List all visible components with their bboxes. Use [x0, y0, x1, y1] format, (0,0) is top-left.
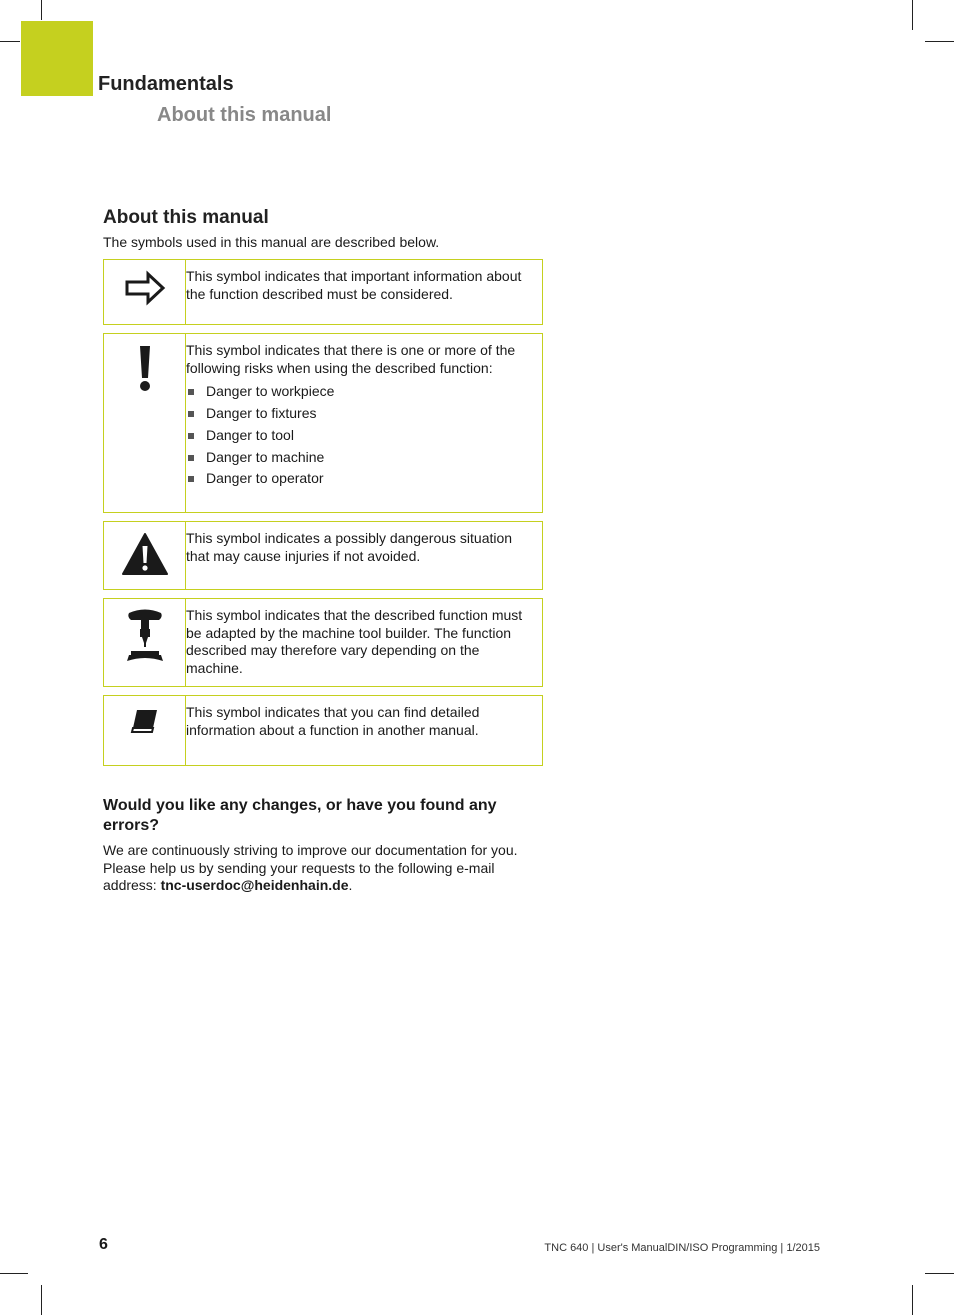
machine-tool-icon — [125, 609, 165, 670]
symbol-box-reference — [103, 695, 543, 766]
list-item: Danger to workpiece — [186, 381, 532, 403]
arrow-right-outline-icon — [124, 270, 166, 311]
list-item: Danger to machine — [186, 447, 532, 469]
crop-mark — [41, 1285, 42, 1315]
chapter-color-block — [21, 21, 93, 96]
symbol-cell — [104, 599, 186, 686]
crop-mark — [0, 41, 20, 42]
feedback-text — [103, 842, 543, 895]
chapter-title: Fundamentals — [98, 73, 234, 95]
list-item: Danger to operator — [186, 468, 532, 490]
exclamation-icon — [138, 346, 152, 397]
symbol-box-note — [103, 259, 543, 325]
symbol-cell — [104, 522, 186, 589]
symbol-text: This symbol indicates a possibly dangerous situation that may cause injuries if not avoided. — [186, 530, 513, 564]
section-subtitle: About this manual — [157, 104, 332, 126]
page-number: 6 — [99, 1236, 108, 1253]
symbol-description — [186, 696, 542, 765]
crop-mark — [912, 0, 913, 30]
symbol-description — [186, 334, 542, 512]
feedback-end: . — [348, 877, 353, 894]
symbol-description — [186, 522, 542, 589]
intro-text: The symbols used in this manual are described below. — [103, 234, 440, 250]
risk-list — [186, 381, 532, 490]
list-item: Danger to fixtures — [186, 403, 532, 425]
symbol-text: This symbol indicates that the described function must be adapted by the machine tool builder. The function described may therefore vary depending on the machine. — [186, 607, 523, 676]
symbol-cell — [104, 334, 186, 512]
warning-triangle-icon — [121, 532, 169, 581]
crop-mark — [0, 1273, 28, 1274]
symbol-text: This symbol indicates that important information about the function described must be considered. — [186, 268, 522, 302]
crop-mark — [912, 1285, 913, 1315]
book-icon — [130, 708, 160, 739]
symbol-box-warning — [103, 521, 543, 590]
list-item: Danger to tool — [186, 425, 532, 447]
crop-mark — [925, 1273, 954, 1274]
page-heading: About this manual — [103, 207, 269, 228]
email-address: tnc-userdoc@heidenhain.de — [160, 877, 349, 894]
symbol-box-risk — [103, 333, 543, 513]
symbol-text: This symbol indicates that there is one or more of the following risks when using the described function: — [186, 342, 516, 376]
symbol-description — [186, 260, 542, 324]
crop-mark — [41, 0, 42, 20]
feedback-heading: Would you like any changes, or have you found any errors? — [103, 797, 497, 834]
symbol-box-machine — [103, 598, 543, 687]
symbol-text: This symbol indicates that you can find detailed information about a function in another manual. — [186, 704, 480, 738]
symbol-cell — [104, 696, 186, 765]
crop-mark — [925, 41, 954, 42]
main-content — [103, 206, 543, 895]
symbol-cell — [104, 260, 186, 324]
feedback-body: We are continuously striving to improve our documentation for you. Please help us by sending your requests to the following e-mail address: — [103, 842, 518, 894]
footer-text: TNC 640 | User's ManualDIN/ISO Programming | 1/2015 — [544, 1242, 820, 1254]
symbol-description — [186, 599, 542, 686]
